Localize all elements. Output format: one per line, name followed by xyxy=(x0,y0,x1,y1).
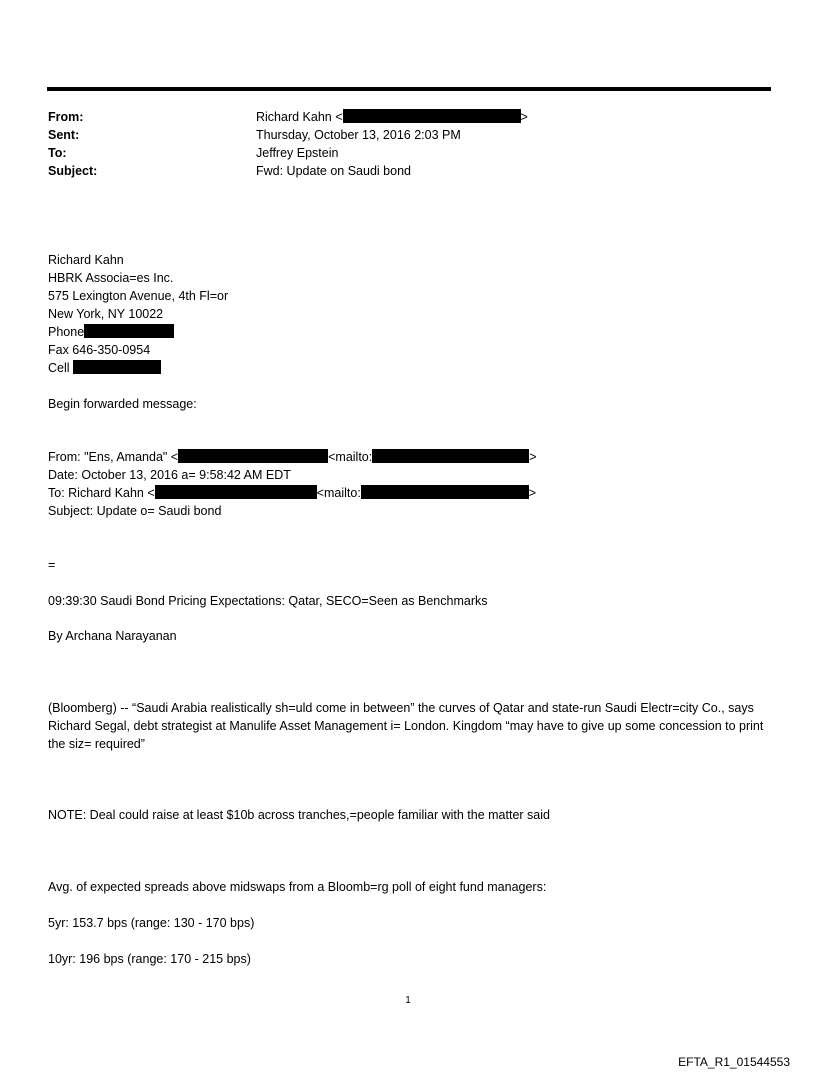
header-subject-row xyxy=(48,162,768,180)
phone-label: Phone xyxy=(48,325,85,339)
redaction-box xyxy=(361,485,529,499)
forwarded-close: > xyxy=(528,486,537,500)
header-sent-row xyxy=(48,126,768,144)
subject-value: Fwd: Update on Saudi bond xyxy=(256,164,411,178)
header-from-row xyxy=(48,108,768,126)
signature-address2: New York, NY 10022 xyxy=(48,307,164,321)
signature-address1: 575 Lexington Avenue, 4th Fl=or xyxy=(48,289,229,303)
forwarded-from-text: From: "Ens, Amanda" < xyxy=(48,450,179,464)
article-10yr-line: 10yr: 196 bps (range: 170 - 215 bps) xyxy=(48,952,251,966)
sent-label: Sent: xyxy=(48,128,80,142)
mailto-text: <mailto: xyxy=(316,486,361,500)
forwarded-close: > xyxy=(529,450,537,464)
redaction-box xyxy=(372,449,529,463)
signature-block xyxy=(48,251,228,377)
article-avg-line: Avg. of expected spreads above midswaps from a Bloomb=rg poll of eight fund managers: xyxy=(48,880,547,894)
forwarded-header xyxy=(48,448,537,520)
cell-label: Cell xyxy=(48,361,70,375)
redaction-box xyxy=(343,109,521,123)
signature-company: HBRK Associa=es Inc. xyxy=(48,271,174,285)
forwarded-to-text: To: Richard Kahn < xyxy=(48,486,155,500)
from-value xyxy=(256,108,528,126)
forwarded-date: Date: October 13, 2016 a= 9:58:42 AM EDT xyxy=(48,468,291,482)
email-header xyxy=(48,108,768,180)
forwarded-subject: Subject: Update o= Saudi bond xyxy=(48,504,222,518)
signature-name: Richard Kahn xyxy=(48,253,124,267)
forwarded-from xyxy=(48,448,537,466)
forward-intro: Begin forwarded message: xyxy=(48,397,197,411)
header-to-row xyxy=(48,144,768,162)
article-byline: By Archana Narayanan xyxy=(48,629,177,643)
from-label: From: xyxy=(48,110,84,124)
from-close: > xyxy=(520,110,528,124)
to-value: Jeffrey Epstein xyxy=(256,146,339,160)
article-5yr-line: 5yr: 153.7 bps (range: 130 - 170 bps) xyxy=(48,916,255,930)
signature-phone xyxy=(48,323,228,341)
redaction-box xyxy=(178,449,328,463)
signature-fax: Fax 646-350-0954 xyxy=(48,343,151,357)
header-rule xyxy=(47,87,771,91)
article-headline: 09:39:30 Saudi Bond Pricing Expectations: Qatar, SECO=Seen as Benchmarks xyxy=(48,594,488,608)
signature-cell xyxy=(48,359,228,377)
bates-number: EFTA_R1_01544553 xyxy=(678,1055,790,1069)
subject-label: Subject: xyxy=(48,164,98,178)
forwarded-to xyxy=(48,484,537,502)
to-label: To: xyxy=(48,146,67,160)
redaction-box xyxy=(73,360,161,374)
mailto-text: <mailto: xyxy=(328,450,373,464)
body-equals: = xyxy=(48,558,56,572)
redaction-box xyxy=(84,324,174,338)
article-note: NOTE: Deal could raise at least $10b across tranches,=people familiar with the matter said xyxy=(48,808,550,822)
page-number: 1 xyxy=(405,995,411,1006)
article-paragraph: (Bloomberg) -- “Saudi Arabia realistically sh=uld come in between” the curves of Qatar and state-run Saudi Electr=city Co., says Richard Segal, debt strategist at Manulife Asset Management i= London. Kingdom “may have to give up some concession to print the siz= required” xyxy=(48,701,764,751)
sent-value: Thursday, October 13, 2016 2:03 PM xyxy=(256,128,461,142)
from-name: Richard Kahn < xyxy=(256,110,343,124)
redaction-box xyxy=(155,485,317,499)
